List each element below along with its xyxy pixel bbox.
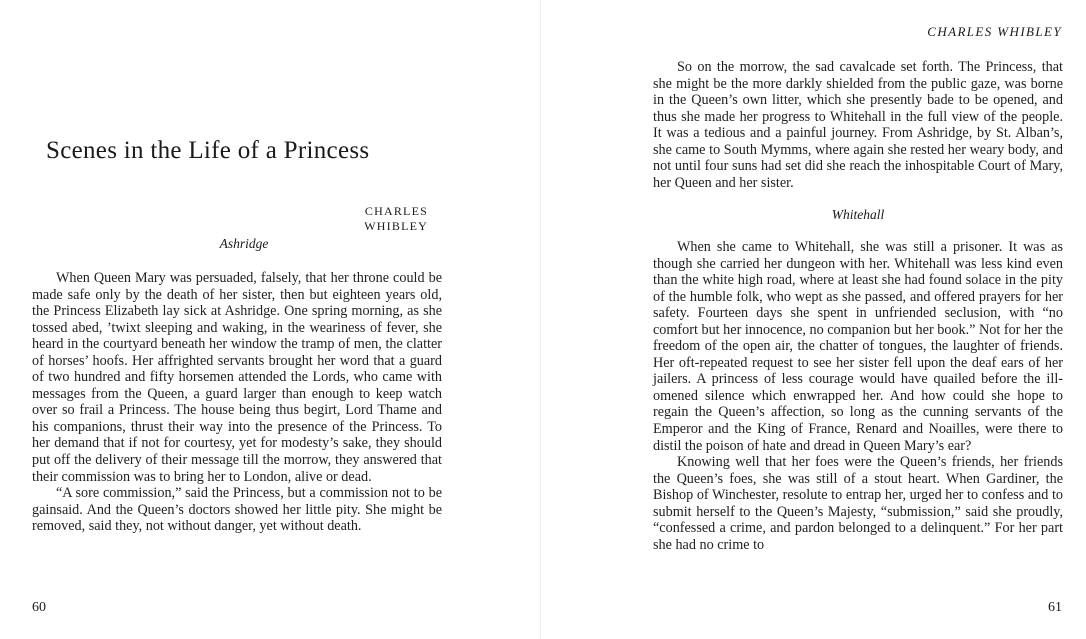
section-heading-ashridge: Ashridge: [219, 236, 269, 251]
running-head: CHARLES WHIBLEY: [927, 24, 1062, 39]
paragraph: So on the morrow, the sad cavalcade set forth. The Princess, that she might be the more darkly shielded from the public gaze, was borne in the Queen’s own litter, which she presently bade to be opened, and thus she made her progress to Whitehall in the full view of the people. It was a tedious and a painful journey. From Ashridge, by St. Alban’s, she came to South Mymms, where again she rested her weary body, and not until four suns had set did she reach the inhospitable Court of Mary, her Queen and her sister.: [653, 59, 1063, 191]
paragraph: When she came to Whitehall, she was still a prisoner. It was as though she carried her dungeon with her. Whitehall was less kind even than the white high road, where at least she had found solace in the pity of the humble folk, who wept as she passed, and offered prayers for her safety. Fourteen days she spent in unfriended seclusion, with “no comfort but her innocence, no companion but her book.” Not for her the freedom of the open air, the chatter of tongues, the laughter of friends. Her oft-repeated request to see her sister fell upon the deaf ears of her jailers. A princess of less courage would have quailed before the ill-omened silence which enwrapped her. And how could she hope to regain the Queen’s affection, so long as the cunning servants of the Emperor and the King of France, Renard and Noailles, were there to distil the poison of hate and dread in Queen Mary’s ear?: [653, 239, 1063, 454]
paragraph: Knowing well that her foes were the Queen’s friends, her friends the Queen’s foes, she was still of a stout heart. When Gardiner, the Bishop of Winchester, resolute to entrap her, urged her to confess and to submit herself to the Queen’s Majesty, “submission,” said she proudly, “confessed a crime, and pardon belonged to a delinquent.” For her part she had no crime to: [653, 454, 1063, 553]
right-body-text: [653, 239, 1063, 553]
section-heading-whitehall: Whitehall: [831, 207, 885, 222]
left-body-text: [32, 270, 442, 535]
page-number-right: 61: [1048, 600, 1062, 615]
paragraph: “A sore commission,” said the Princess, but a commission not to be gainsaid. And the Queen’s doctors showed her little pity. She might be removed, said they, not without danger, yet without death.: [32, 485, 442, 535]
paragraph: When Queen Mary was persuaded, falsely, that her throne could be made safe only by the death of her sister, then but eighteen years old, the Princess Elizabeth lay sick at Ashridge. One spring morning, as she tossed abed, ’twixt sleeping and waking, in the weariness of fever, she heard in the courtyard beneath her window the tramp of men, the clatter of horses’ hoofs. Her affrighted servants brought her word that a guard of two hundred and fifty horsemen attended the Lords, who came with messages from the Queen, a guard larger than enough to keep watch over so frail a Princess. The house being thus begirt, Lord Thame and his companions, thrust their way into the presence of the Princess. To her demand that if not for courtesy, yet for modesty’s sake, they should put off the delivery of their message till the morrow, they answered that their commission was to bring her to London, alive or dead.: [32, 270, 442, 485]
right-intro-text: [653, 59, 1063, 191]
right-page: [540, 0, 1086, 639]
page-number-left: 60: [32, 600, 46, 615]
left-page: [0, 0, 540, 639]
chapter-title: Scenes in the Life of a Princess: [46, 137, 370, 164]
author-byline: CHARLES WHIBLEY: [364, 204, 428, 233]
